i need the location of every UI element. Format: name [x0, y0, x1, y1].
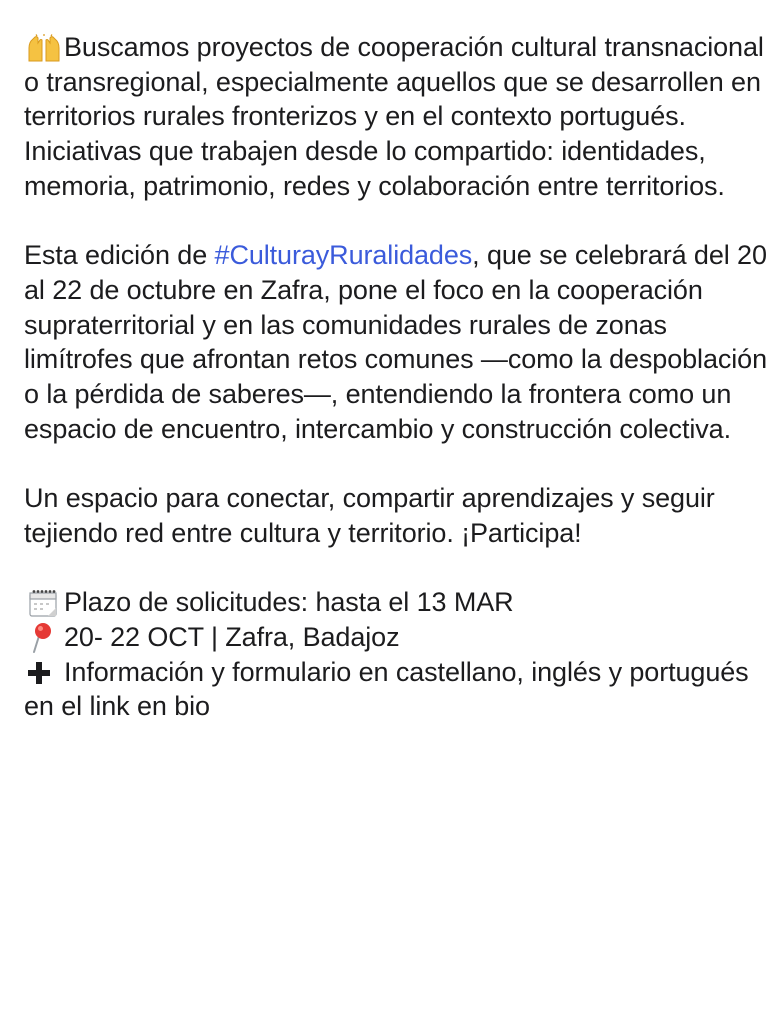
- deadline-text: Plazo de solicitudes: hasta el 13 MAR: [64, 587, 514, 618]
- detail-deadline: [24, 585, 769, 620]
- edition-prefix: Esta edición de: [24, 240, 215, 271]
- pin-icon: [24, 620, 64, 655]
- post-caption: [24, 30, 769, 724]
- plus-icon: [24, 655, 64, 690]
- calendar-icon: [24, 585, 64, 620]
- detail-location: [24, 620, 769, 655]
- intro-paragraph: [24, 30, 769, 204]
- edition-suffix: , que se celebrará del 20 al 22 de octubre en Zafra, pone el foco en la cooperación supraterritorial y en las comunidades rurales de zonas limítrofes que afrontan retos comunes —como la despoblación o la pérdida de saberes—, entendiendo la frontera como un espacio de encuentro, intercambio y construcción colectiva.: [24, 240, 767, 444]
- intro-text: Buscamos proyectos de cooperación cultural transnacional o transregional, especialmente aquellos que se desarrollen en territorios rurales fronterizos y en el contexto portugués. Iniciativas que trabajen desde lo compartido: identidades, memoria, patrimonio, redes y colaboración entre territorios.: [24, 32, 764, 201]
- details-list: [24, 585, 769, 724]
- location-text: 20- 22 OCT | Zafra, Badajoz: [64, 621, 400, 652]
- closing-paragraph: Un espacio para conectar, compartir aprendizajes y seguir tejiendo red entre cultura y territorio. ¡Participa!: [24, 483, 715, 548]
- info-text: Información y formulario en castellano, inglés y portugués en el link en bio: [24, 656, 749, 722]
- detail-info: [24, 655, 769, 724]
- hashtag-link[interactable]: #CulturayRuralidades: [214, 240, 473, 271]
- raising-hands-icon: [24, 30, 64, 65]
- edition-paragraph: [24, 238, 769, 446]
